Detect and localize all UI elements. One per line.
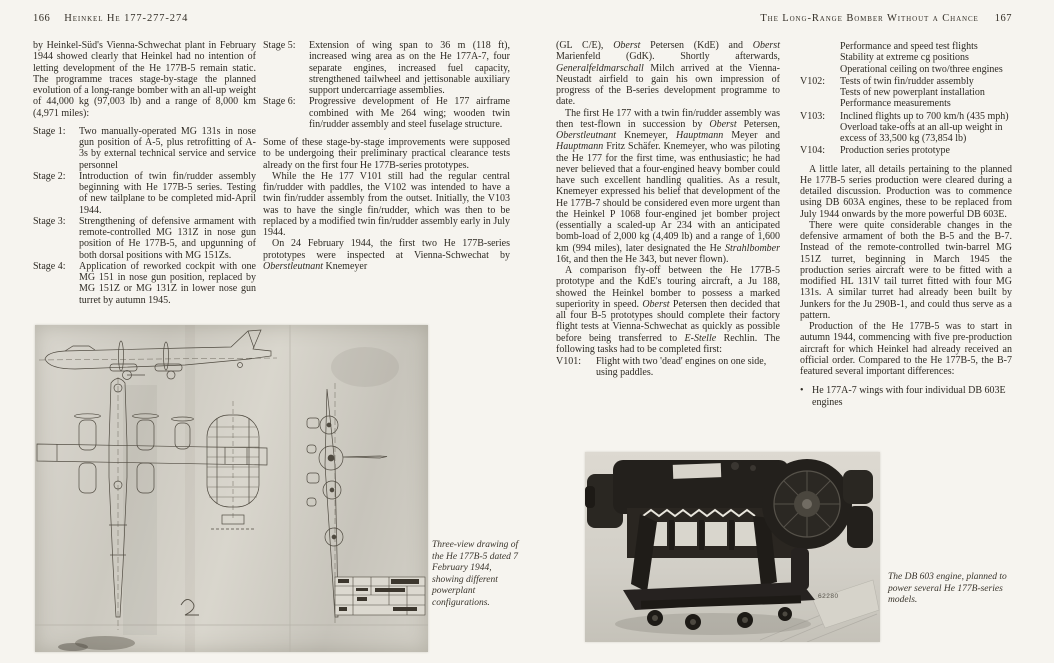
task-label: V104: (800, 145, 825, 157)
task-line: Tests of new powerplant installation (840, 87, 985, 98)
stage-text: Progressive development of He 177 airframe combined with Me 264 wing; wooden twin fin/rudder assembly and steel fuselage structure. (309, 96, 510, 130)
bullet-text: He 177A-7 wings with four individual DB 603E engines (812, 385, 1006, 408)
stage-label: Stage 1: (33, 125, 66, 137)
engine-photo (585, 452, 880, 642)
task-label: V102: (800, 75, 825, 87)
paragraph: There were quite considerable changes in the defensive armament of both the B-5 and the B-7. Instead of the remote-controlled twin-barrel MG 151Z turret, beginning in March 1945 the production series aircraft were to be fitted with a modified HL 131V tail turret fitted with four MG 131s. A similar turret had already been built by Junkers for the Ju 290B-1, and could thus serve as a pattern. (800, 219, 1012, 321)
paragraph: On 24 February 1944, the first two He 177B-series prototypes were inspected at Vienna-Schwechat by Oberstleutnant Knemeyer (263, 238, 510, 272)
stage-label: Stage 6: (263, 96, 296, 108)
stage-item (263, 96, 510, 130)
stage-item (263, 40, 510, 96)
stage-item (33, 261, 256, 306)
stage-label: Stage 2: (33, 170, 66, 182)
task-item-v101 (556, 356, 780, 379)
stage-text: Two manually-operated MG 131s in nose gun position of A-5, plus retrofitting of A-3s by external technical service and service personnel (79, 125, 256, 171)
task-lines (840, 145, 1012, 156)
paragraph: by Heinkel-Süd's Vienna-Schwechat plant in February 1944 showed clearly that Heinkel had no intention of letting development of the He 177B-5 remain static. The programme traces stage-by-stage the planned evolution of a long-range bomber with an all-up weight of 44,000 kg (97,003 lb) and a range of 8,000 km (4,971 miles): (33, 40, 256, 119)
right-page-column-1 (556, 40, 780, 379)
stage-text: Application of reworked cockpit with one MG 151 in nose gun position, replaced by MG 151Z or MG 131Z in lower nose gun turret by autumn 1945. (79, 260, 256, 306)
stage-item (33, 216, 256, 261)
task-lines (840, 76, 1012, 110)
paragraph: A comparison fly-off between the He 177B-5 prototype and the KdE's touring aircraft, a Ju 188, showed the Heinkel bomber to possess a marked superiority in speed. Oberst Petersen then decided that all four B-5 prototypes should complete their factory flight tests at Vienna-Schwechat as quickly as possible before being transferred to E-Stelle Rechlin. The following tasks had to be completed first: (556, 265, 781, 355)
running-head-right (760, 13, 1012, 24)
aircraft-side-view (39, 330, 277, 380)
task-line: Operational ceiling on two/three engines (840, 63, 1003, 75)
task-line: Performance measurements (840, 98, 951, 110)
task-line: Overload take-offs at an all-up weight in excess of 33,500 kg (73,854 lb) (840, 121, 1003, 144)
task-line: Tests of twin fin/rudder assembly (840, 75, 974, 87)
running-head-left (33, 13, 188, 24)
paragraph: Some of these stage-by-stage improvements were supposed to be undergoing their preliminary practical clearance tests already on the first four He 177B-series prototypes. (263, 137, 510, 171)
running-head-title-left: Heinkel He 177-277-274 (64, 13, 189, 24)
bullet-marker: • (800, 385, 804, 397)
right-page-column-2 (800, 40, 1012, 408)
page-number-right: 167 (994, 13, 1012, 24)
stage-list (263, 40, 510, 130)
task-line: Production series prototype (840, 145, 950, 157)
stage-label: Stage 4: (33, 260, 66, 272)
stage-label: Stage 5: (263, 40, 296, 51)
page-number-left: 166 (33, 13, 51, 24)
stage-text: Extension of wing span to 36 m (118 ft), increased wing area as on the He 177A-7, four separate engines, increased fuel capacity, strengthened tailwheel and jettisonable auxiliary support undercarriage assemblies. (309, 40, 510, 96)
task-label (800, 41, 840, 75)
task-item-v102 (800, 76, 1012, 110)
paragraph: Production of the He 177B-5 was to start in autumn 1944, commencing with five pre-production aircraft for which Heinkel had already received an official order. Compared to the He 177B-5, the B-7 featured several important differences: (800, 321, 1012, 377)
stage-text: Introduction of twin fin/rudder assembly beginning with He 177B-5 series. Testing of new tailplane to be completed mid-April 1944. (79, 170, 256, 216)
task-line: Stability at extreme cg positions (840, 52, 969, 64)
task-text: Flight with two 'dead' engines on one side, using paddles. (596, 356, 767, 379)
task-label: V103: (800, 110, 825, 122)
task-label: V101: (556, 356, 581, 367)
task-item (800, 41, 1012, 75)
task-lines (840, 111, 1012, 145)
stage-text: Strengthening of defensive armament with remote-controlled MG 131Z in nose gun position of He 177B-5, and upgunning of both dorsal positions with MG 151Zs. (79, 215, 256, 261)
stage-label: Stage 3: (33, 215, 66, 227)
three-view-drawing (35, 325, 428, 652)
paragraph: A little later, all details pertaining to the planned He 177B-5 series production were cleared during a detailed discussion. Production was to commence using DB 603A engines, these to be replaced from July 1944 onwards by the more powerful DB 603E. (800, 163, 1012, 220)
drawing-caption: Three-view drawing of the He 177B-5 dated 7 February 1944, showing different powerplant configurations. (432, 540, 519, 608)
task-lines (840, 41, 1012, 75)
photo-archive-number: 62280 (818, 593, 839, 600)
bullet-item (800, 385, 1012, 408)
paragraph: The first He 177 with a twin fin/rudder assembly was then test-flown in succession by Oberst Petersen, Oberstleutnant Knemeyer, Hauptmann Meyer and Hauptmann Fritz Schäfer. Knemeyer, who was piloting the He 177 for the first time, was enthusiastic; he had never believed that a four-engined heavy bomber could have such excellent handling qualities. As a result, Knemeyer expressed his belief that development of the He 177B-7 should be considered even more urgent than the Heinkel P 1068 four-engined jet bomber project (essentially a scaled-up Ar 234 with an anticipated bomb-load of 2,000 kg (4,409 lb) and a range of 1,600 km (994 miles), later designated the He Strahlbomber 16t, and then the He 343, but never flown). (556, 107, 780, 265)
stage-item (33, 171, 256, 216)
paragraph: (GL C/E), Oberst Petersen (KdE) and Oberst Marienfeld (GdK). Shortly afterwards, Generalfeldmarschall Milch arrived at the Vienna-Neustadt airfield to gain his own impression of progress of the B-series development programme to date. (556, 40, 780, 108)
task-item-v104 (800, 145, 1012, 156)
stage-list (33, 126, 256, 306)
running-head-title-right: The Long-Range Bomber Without a Chance (760, 13, 979, 24)
engine-photo-figure (585, 452, 880, 642)
left-page-column-2 (263, 40, 510, 272)
task-line: Inclined flights up to 700 km/h (435 mph) (840, 110, 1009, 122)
task-line: Performance and speed test flights (840, 41, 978, 52)
title-block (335, 577, 425, 615)
task-item-v103 (800, 111, 1012, 145)
photo-caption: The DB 603 engine, planned to power several He 177B-series models. (888, 572, 1007, 605)
left-page-column-1 (33, 40, 256, 306)
three-view-drawing-figure (35, 325, 428, 652)
stage-item (33, 126, 256, 171)
task-list (800, 41, 1012, 157)
paragraph: While the He 177 V101 still had the regular central fin/rudder with paddles, the V102 was intended to have a twin fin/rudder assembly from the outset. Initially, the V103 was to have the single fin/rudder, which was then to be replaced by a modified twin fin/rudder assembly early in July 1944. (263, 170, 510, 238)
